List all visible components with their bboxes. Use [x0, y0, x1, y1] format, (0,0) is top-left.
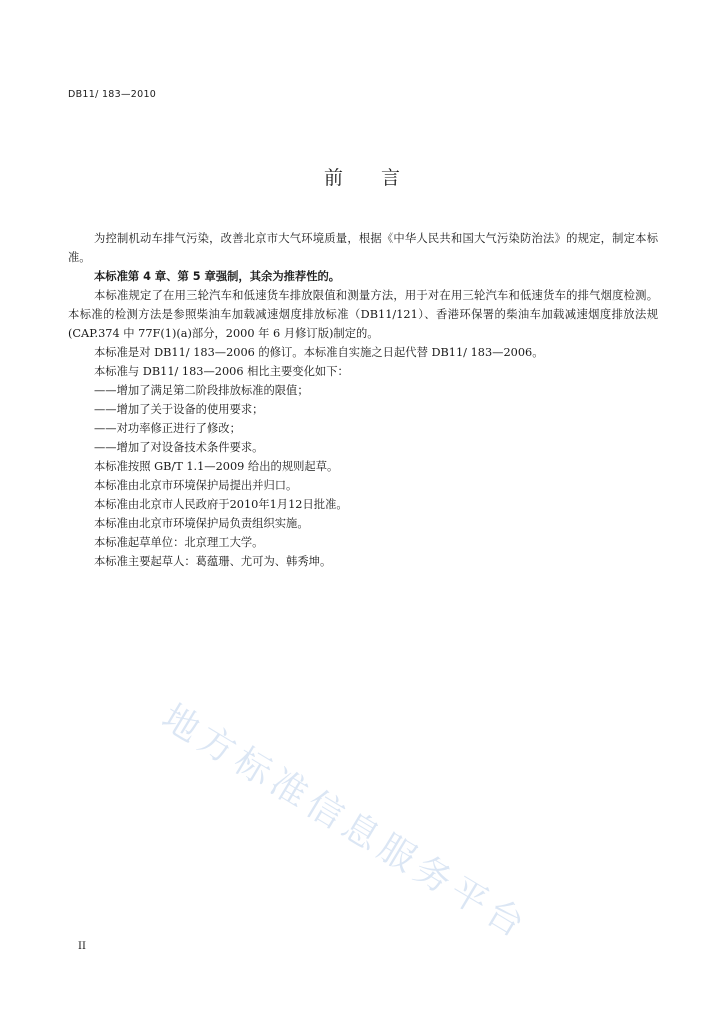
paragraph-changes-intro: 本标准与 DB11/ 183—2006 相比主要变化如下：: [94, 365, 349, 378]
change-item: ——对功率修正进行了修改；: [94, 422, 241, 435]
foreword-body: [68, 229, 658, 571]
paragraph-drafting-rules: 本标准按照 GB/T 1.1—2009 给出的规则起草。: [94, 460, 339, 473]
paragraph-drafting-unit: 本标准起草单位：北京理工大学。: [94, 536, 264, 549]
paragraph-drafters: 本标准主要起草人：葛蕴珊、尤可为、韩秀坤。: [94, 555, 332, 568]
change-item: ——增加了关于设备的使用要求；: [94, 403, 264, 416]
change-item: ——增加了对设备技术条件要求。: [94, 441, 264, 454]
paragraph-implementation: 本标准由北京市环境保护局负责组织实施。: [94, 517, 309, 530]
watermark: 地方标准信息服务平台: [154, 696, 536, 949]
paragraph-proposer: 本标准由北京市环境保护局提出并归口。: [94, 479, 298, 492]
paragraph-approval: 本标准由北京市人民政府于2010年1月12日批准。: [94, 498, 348, 511]
paragraph-revision: 本标准是对 DB11/ 183—2006 的修订。本标准自实施之日起代替 DB11/ 183—2006。: [94, 346, 544, 359]
paragraph-mandatory-clauses: 本标准第 4 章、第 5 章强制，其余为推荐性的。: [94, 270, 341, 283]
page-number: II: [78, 941, 86, 952]
paragraph-scope: 本标准规定了在用三轮汽车和低速货车排放限值和测量方法，用于对在用三轮汽车和低速货车的排气烟度检测。本标准的检测方法是参照柴油车加载减速烟度排放标准（DB11/121）、香港环保署的柴油车加载减速烟度排放法规(CAP.374 中 77F(1)(a)部分，2000 年 6 月修订版)制定的。: [68, 289, 658, 340]
page-title: 前言: [323, 167, 438, 189]
document-code-header: DB11/ 183—2010: [68, 89, 157, 100]
change-item: ——增加了满足第二阶段排放标准的限值；: [94, 384, 309, 397]
paragraph-purpose: 为控制机动车排气污染，改善北京市大气环境质量，根据《中华人民共和国大气污染防治法》的规定，制定本标准。: [68, 232, 658, 264]
